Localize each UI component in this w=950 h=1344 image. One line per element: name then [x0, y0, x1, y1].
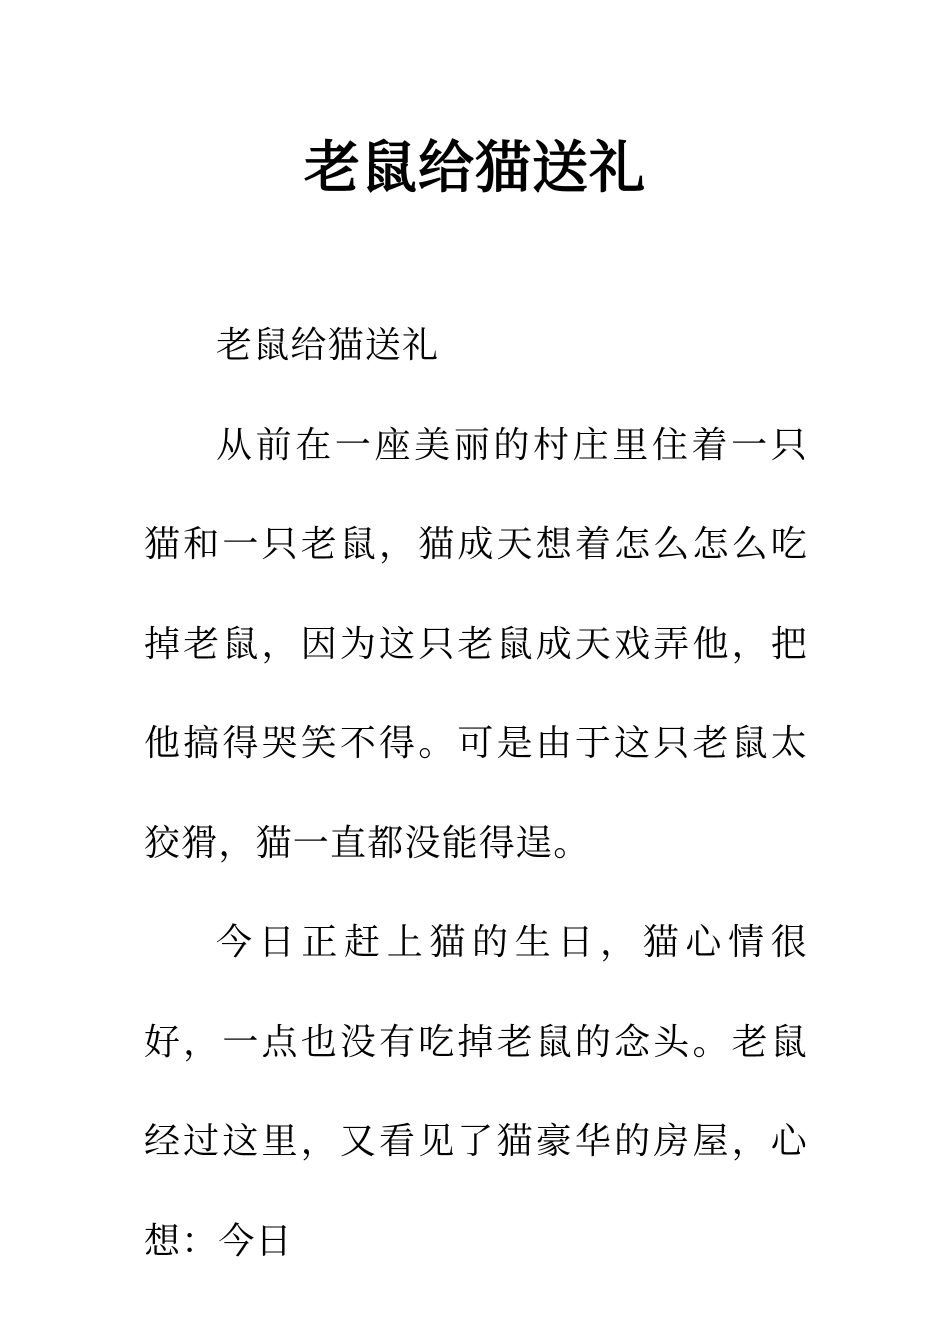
paragraph: 从前在一座美丽的村庄里住着一只猫和一只老鼠，猫成天想着怎么怎么吃掉老鼠，因为这只老鼠成天戏弄他，把他搞得哭笑不得。可是由于这只老鼠太狡猾，猫一直都没能得逞。	[144, 424, 808, 864]
paragraph: 老鼠给猫送礼	[216, 325, 440, 366]
paragraph: 今日正赶上猫的生日，猫心情很好，一点也没有吃掉老鼠的念头。老鼠经过这里，又看见了猫豪华的房屋，心想：今日	[144, 922, 808, 1262]
document-title: 老鼠给猫送礼	[304, 135, 646, 201]
document-body	[144, 296, 808, 1291]
